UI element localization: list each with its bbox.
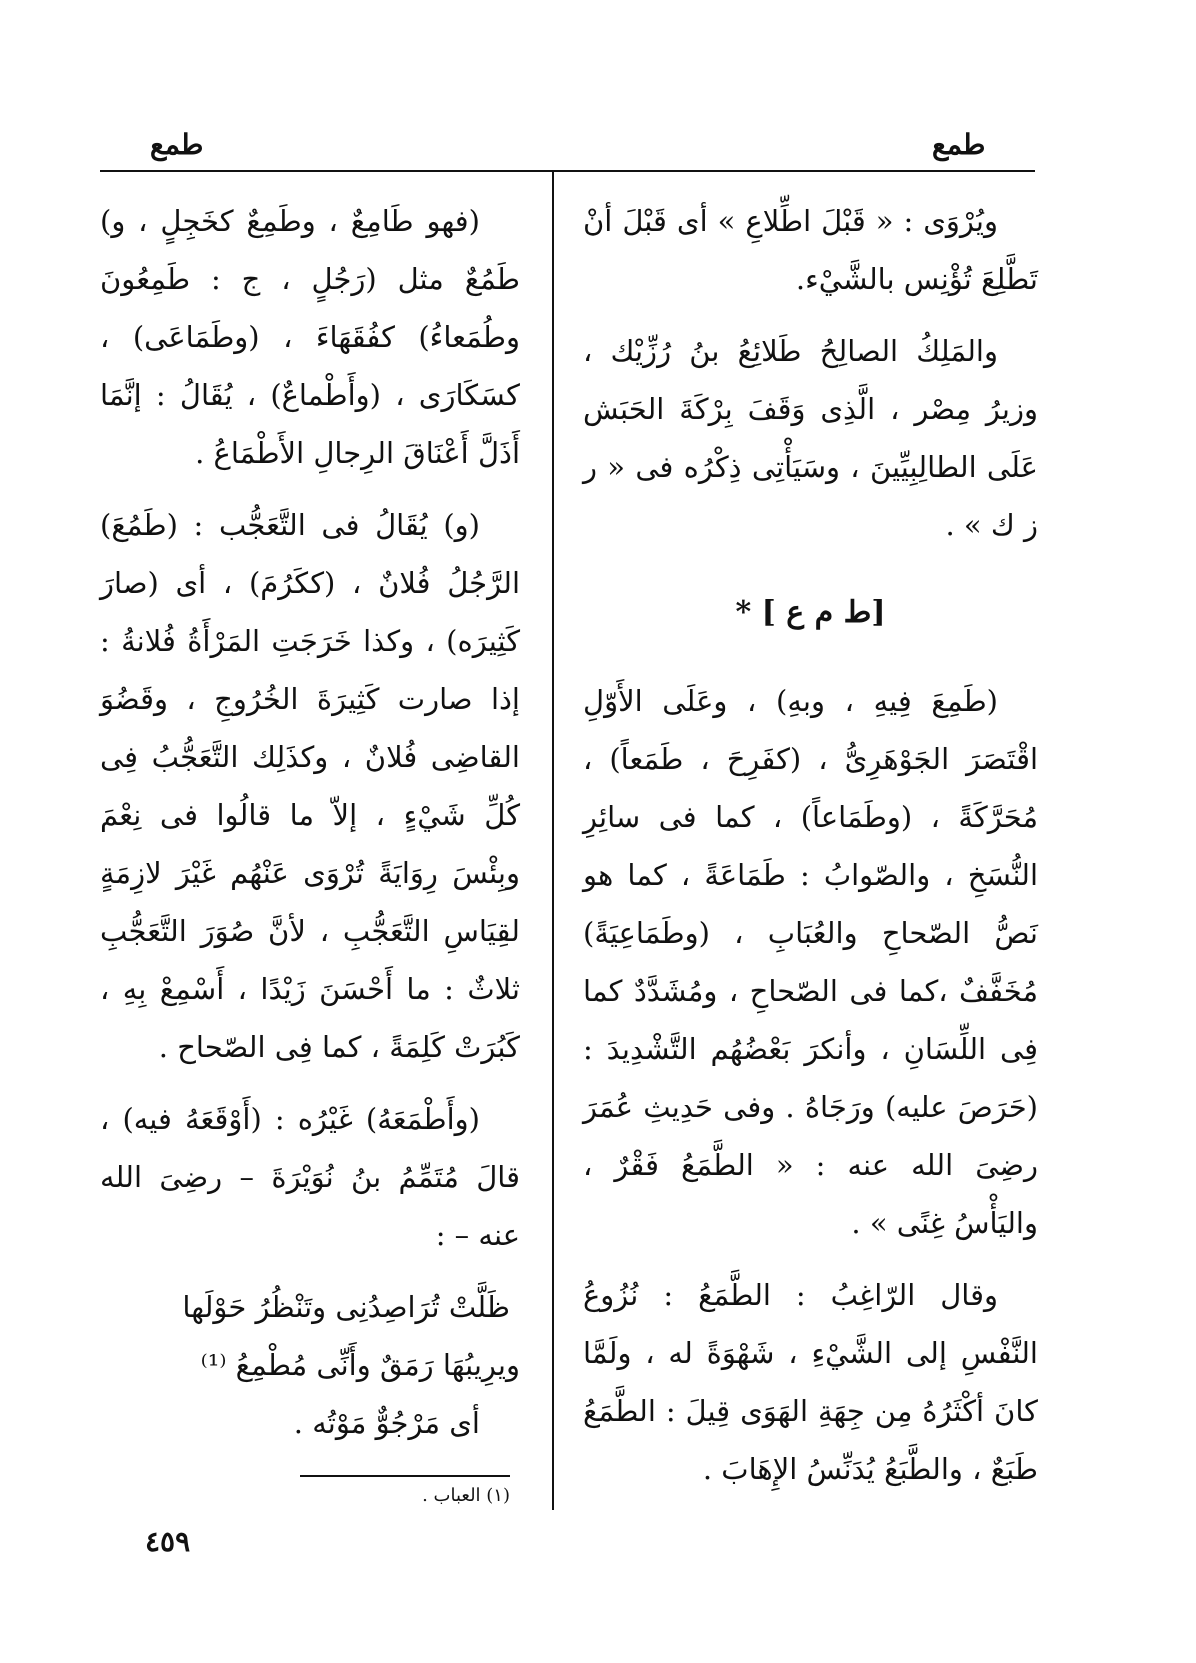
verse-line-2: ويرِيبُهَا رَمَقٌ وأَنِّى مُطْمِعُ ⁽¹⁾: [200, 1348, 520, 1382]
entry-heading: [ط م ع ] *: [735, 595, 886, 630]
verse-line-1: ظَلَّتْ تُرَاصِدُنِى وتَنْظُرُ حَوْلَها: [182, 1290, 510, 1324]
paragraph: (وأَطْمَعَهُ) غَيْرُه : (أَوْقَعَهُ فيه) ، قالَ مُتَمِّمُ بنُ نُوَيْرَةَ – رضِىَ الله عنه – :: [100, 1102, 520, 1252]
header-rule: [100, 170, 1035, 172]
footnote-rule: [300, 1475, 510, 1477]
footnote: (١) العباب .: [422, 1485, 510, 1506]
right-column: [583, 192, 1038, 1512]
paragraph: وقال الرّاغِبُ : الطَّمَعُ : نُزُوعُ النَّفْسِ إلى الشَّيْءِ ، شَهْوَةً له ، ولَمَّا كانَ أكْثَرُهُ مِن جِهَةِ الهَوَى قِيلَ : الطَّمَعُ طَبَعٌ ، والطَّبَعُ يُدَنِّسُ الإِهَابَ .: [583, 1278, 1038, 1486]
running-header-left: طمع: [150, 128, 204, 161]
paragraph: أى مَرْجُوٌّ مَوْتُه .: [293, 1406, 480, 1440]
paragraph: ويُرْوَى : « قَبْلَ اطِّلاعِ » أى قَبْلَ أنْ تَطَّلِعَ تُؤْنِس بالشَّيْء.: [583, 204, 1038, 296]
paragraph: (و) يُقَالُ فى التَّعَجُّب : (طَمُعَ) الرَّجُلُ فُلانٌ ، (ككَرُمَ) ، أى (صارَ كَثِيرَه) ، وكذا خَرَجَتِ المَرْأَةُ فُلانةُ : إذا صارت كَثِيرَةَ الخُرُوجِ ، وقَضُوَ القاضِى فُلانٌ ، وكذَلِك التَّعَجُّبُ فِى كُلِّ شَيْءٍ ، إلاّ ما قالُوا فى نِعْمَ وبِئْسَ رِوَايَةً تُرْوَى عَنْهُم غَيْرَ لازِمَةٍ لقِيَاسِ التَّعَجُّبِ ، لأنَّ صُوَرَ التَّعَجُّبِ ثلاثٌ : ما أَحْسَنَ زَيْدًا ، أَسْمِعْ بِهِ ، كَبُرَتْ كَلِمَةً ، كما فِى الصّحاح .: [100, 508, 520, 1064]
paragraph: والمَلِكُ الصالِحُ طَلائِعُ بنُ رُزِّيْك ، وزيرُ مِصْر ، الَّذِى وَقَفَ بِرْكَةَ الحَبَش عَلَى الطالِبِيِّينَ ، وسَيَأْتِى ذِكْرُه فى « ر ز ك » .: [583, 334, 1038, 542]
page-number: ٤٥٩: [145, 1525, 191, 1558]
left-column: [100, 192, 520, 1466]
paragraph: (فهو طَامِعٌ ، وطَمِعٌ كخَجِلٍ ، و) طَمُعٌ مثل (رَجُلٍ ، ج : طَمِعُونَ وطُمَعاءُ) كفُقَهَاءَ ، (وطَمَاعَى) ، كسَكَارَى ، (وأَطْماعٌ) ، يُقَالُ : إنَّمَا أَذَلَّ أَعْنَاقَ الرِجالِ الأَطْمَاعُ .: [100, 204, 520, 470]
column-divider: [552, 170, 554, 1510]
paragraph: (طَمِعَ فِيهِ ، وبهِ) ، وعَلَى الأَوّلِ اقْتَصَرَ الجَوْهَرِىُّ ، (كفَرِحَ ، طَمَعاً) ، مُحَرَّكَةً ، (وطَمَاعاً) ، كما فى سائِرِ النُّسَخِ ، والصّوابُ : طَمَاعَةً ، كما هو نَصُّ الصّحاحِ والعُبَابِ ، (وطَمَاعِيَةً) مُخَفَّفٌ ،كما فى الصّحاحِ ، ومُشَدَّدٌ كما فِى اللِّسَانِ ، وأنكرَ بَعْضُهُم التَّشْدِيدَ : (حَرَصَ عليه) ورَجَاهُ . وفى حَدِيثِ عُمَرَ رضِىَ الله عنه : « الطَّمَعُ فَقْرٌ ، واليَأْسُ غِنًى » .: [583, 684, 1038, 1240]
running-header-right: طمع: [932, 128, 986, 161]
poem-verse: [100, 1278, 520, 1394]
